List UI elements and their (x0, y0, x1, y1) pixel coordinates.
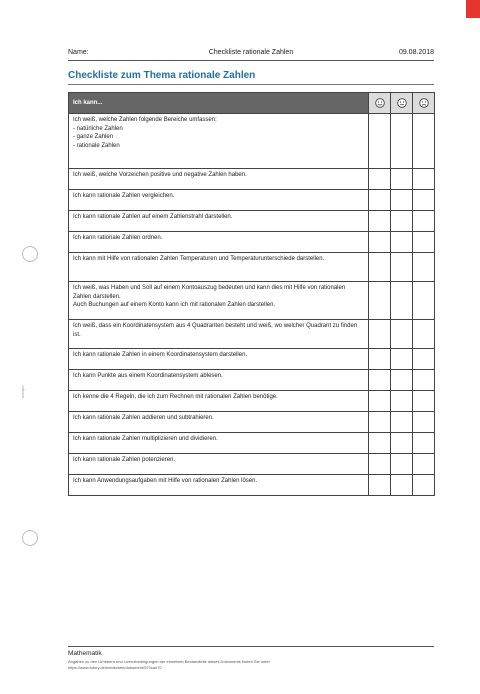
checklist-item-text: Ich kann rationale Zahlen potenzieren. (69, 454, 369, 475)
page-title: Checkliste zum Thema rationale Zahlen (68, 70, 256, 81)
rating-cell-happy[interactable] (369, 391, 391, 412)
checklist-item-text: Ich weiß, was Haben und Soll auf einem Kontoauszug bedeuten und kann dies mit Hilfe von rationalen Zahlen darstellen. Auch Buchungen auf einem Konto kann ich mit rationalen Zahlen darstellen. (69, 282, 369, 320)
neutral-smiley-icon (391, 93, 413, 114)
table-row (69, 232, 435, 253)
table-row (69, 370, 435, 391)
rating-cell-neutral[interactable] (391, 114, 413, 169)
rating-cell-sad[interactable] (413, 320, 435, 349)
name-label: Name: (68, 48, 89, 56)
rating-cell-happy[interactable] (369, 211, 391, 232)
rating-cell-neutral[interactable] (391, 320, 413, 349)
rating-cell-happy[interactable] (369, 253, 391, 282)
rating-cell-neutral[interactable] (391, 232, 413, 253)
rating-cell-sad[interactable] (413, 232, 435, 253)
rating-cell-happy[interactable] (369, 433, 391, 454)
rating-cell-neutral[interactable] (391, 190, 413, 211)
footer-source (68, 659, 368, 671)
rating-cell-sad[interactable] (413, 454, 435, 475)
rating-cell-neutral[interactable] (391, 412, 413, 433)
checklist-item-text: Ich kann rationale Zahlen ordnen. (69, 232, 369, 253)
table-row (69, 412, 435, 433)
checklist-item-text: Ich kenne die 4 Regeln, die ich zum Rechnen mit rationalen Zahlen benötige. (69, 391, 369, 412)
table-row (69, 169, 435, 190)
rating-cell-happy[interactable] (369, 320, 391, 349)
rating-cell-sad[interactable] (413, 391, 435, 412)
rating-cell-happy[interactable] (369, 454, 391, 475)
header-date: 09.08.2018 (398, 48, 434, 56)
checklist-item-text: Ich kann Anwendungsaufgaben mit Hilfe von rationalen Zahlen lösen. (69, 475, 369, 496)
table-header-row (69, 93, 435, 114)
rating-cell-sad[interactable] (413, 253, 435, 282)
rating-cell-neutral[interactable] (391, 454, 413, 475)
rating-cell-neutral[interactable] (391, 282, 413, 320)
rating-cell-sad[interactable] (413, 114, 435, 169)
checklist-item-text: Ich kann rationale Zahlen multiplizieren und dividieren. (69, 433, 369, 454)
rating-cell-sad[interactable] (413, 211, 435, 232)
rating-cell-happy[interactable] (369, 190, 391, 211)
rating-cell-sad[interactable] (413, 282, 435, 320)
checklist-item-text: Ich kann rationale Zahlen in einem Koordinatensystem darstellen. (69, 349, 369, 370)
rating-cell-happy[interactable] (369, 282, 391, 320)
rating-cell-sad[interactable] (413, 433, 435, 454)
side-label: anonym (21, 385, 25, 398)
rating-cell-happy[interactable] (369, 370, 391, 391)
rating-cell-neutral[interactable] (391, 433, 413, 454)
rating-cell-neutral[interactable] (391, 349, 413, 370)
rating-cell-sad[interactable] (413, 412, 435, 433)
footer-subject: Mathematik (68, 650, 102, 657)
table-row (69, 211, 435, 232)
rating-cell-neutral[interactable] (391, 253, 413, 282)
rating-cell-happy[interactable] (369, 169, 391, 190)
rating-cell-neutral[interactable] (391, 475, 413, 496)
rating-cell-happy[interactable] (369, 349, 391, 370)
table-row (69, 282, 435, 320)
checklist-item-text: Ich kann rationale Zahlen vergleichen. (69, 190, 369, 211)
rating-cell-sad[interactable] (413, 349, 435, 370)
page-header (68, 44, 434, 61)
checklist-item-text: Ich kann Punkte aus einem Koordinatensystem ablesen. (69, 370, 369, 391)
rating-cell-sad[interactable] (413, 370, 435, 391)
rating-cell-happy[interactable] (369, 232, 391, 253)
checklist-table (68, 92, 435, 496)
punch-hole-bottom (22, 530, 38, 546)
rating-cell-happy[interactable] (369, 412, 391, 433)
title-divider (68, 84, 434, 85)
checklist-item-text: Ich weiß, welche Vorzeichen positive und negative Zahlen haben. (69, 169, 369, 190)
footer-source-line1: Angaben zu den Urhebern und Lizenzbedingungen der einzelnen Bestandteile dieses Dokuments finden Sie unter (68, 659, 270, 664)
corner-marker (466, 0, 480, 18)
rating-cell-sad[interactable] (413, 190, 435, 211)
sad-smiley-icon (413, 93, 435, 114)
table-row (69, 454, 435, 475)
rating-cell-happy[interactable] (369, 114, 391, 169)
footer-source-link[interactable]: https://www.tutory.de/entdecken/dokument/570cac70 (68, 665, 162, 670)
table-row (69, 391, 435, 412)
rating-cell-neutral[interactable] (391, 391, 413, 412)
table-row (69, 190, 435, 211)
checklist-item-text: Ich kann rationale Zahlen addieren und subtrahieren. (69, 412, 369, 433)
rating-cell-sad[interactable] (413, 169, 435, 190)
checklist-item-text: Ich kann mit Hilfe von rationalen Zahlen Temperaturen und Temperaturunterschiede darstellen. (69, 253, 369, 282)
rating-cell-neutral[interactable] (391, 370, 413, 391)
header-doc-title: Checkliste rationale Zahlen (208, 48, 294, 56)
column-header-ich-kann: Ich kann... (69, 93, 369, 114)
rating-cell-neutral[interactable] (391, 211, 413, 232)
checklist-item-text: Ich kann rationale Zahlen auf einem Zahlenstrahl darstellen. (69, 211, 369, 232)
happy-smiley-icon (369, 93, 391, 114)
rating-cell-sad[interactable] (413, 475, 435, 496)
rating-cell-neutral[interactable] (391, 169, 413, 190)
table-row (69, 433, 435, 454)
footer-divider (68, 646, 434, 647)
checklist-item-text: Ich weiß, dass ein Koordinatensystem aus 4 Quadranten besteht und weiß, wo welcher Quadrant zu finden ist. (69, 320, 369, 349)
punch-hole-top (22, 246, 38, 262)
table-row (69, 253, 435, 282)
table-row (69, 114, 435, 169)
table-row (69, 320, 435, 349)
table-row (69, 475, 435, 496)
rating-cell-happy[interactable] (369, 475, 391, 496)
checklist-item-text: Ich weiß, welche Zahlen folgende Bereiche umfassen: - natürliche Zahlen - ganze Zahlen - rationale Zahlen (69, 114, 369, 169)
table-row (69, 349, 435, 370)
